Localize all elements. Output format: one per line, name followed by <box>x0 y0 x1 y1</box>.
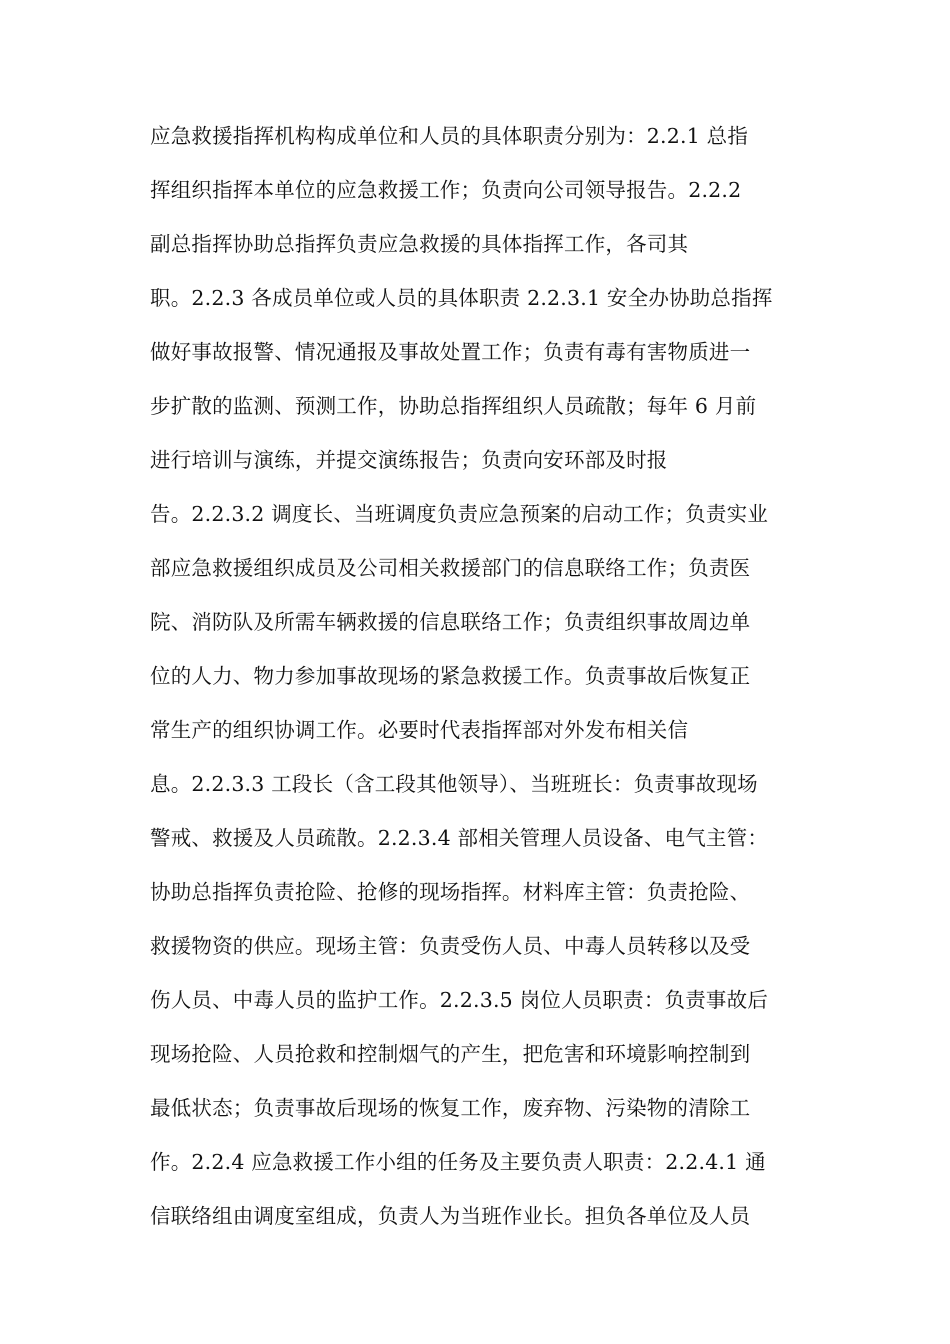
text-line-18: 现场抢险、人员抢救和控制烟气的产生，把危害和环境影响控制到 <box>150 1042 751 1066</box>
text-line-21: 信联络组由调度室组成，负责人为当班作业长。担负各单位及人员 <box>150 1204 751 1228</box>
text-line-7: 进行培训与演练，并提交演练报告；负责向安环部及时报 <box>150 448 668 472</box>
text-line-17: 伤人员、中毒人员的监护工作。2.2.3.5 岗位人员职责：负责事故后 <box>150 988 769 1012</box>
text-line-8: 告。2.2.3.2 调度长、当班调度负责应急预案的启动工作；负责实业 <box>150 502 769 526</box>
text-line-2: 挥组织指挥本单位的应急救援工作；负责向公司领导报告。2.2.2 <box>150 178 742 202</box>
text-line-15: 协助总指挥负责抢险、抢修的现场指挥。材料库主管：负责抢险、 <box>150 880 751 904</box>
text-line-16: 救援物资的供应。现场主管：负责受伤人员、中毒人员转移以及受 <box>150 934 751 958</box>
text-line-20: 作。2.2.4 应急救援工作小组的任务及主要负责人职责：2.2.4.1 通 <box>150 1150 766 1174</box>
text-line-3: 副总指挥协助总指挥负责应急救援的具体指挥工作，各司其 <box>150 232 689 256</box>
text-line-13: 息。2.2.3.3 工段长（含工段其他领导）、当班班长：负责事故现场 <box>150 772 758 796</box>
text-line-6: 步扩散的监测、预测工作，协助总指挥组织人员疏散；每年 6 月前 <box>150 394 757 418</box>
text-line-19: 最低状态；负责事故后现场的恢复工作，废弃物、污染物的清除工 <box>150 1096 751 1120</box>
body-text <box>150 118 810 1252</box>
text-line-5: 做好事故报警、情况通报及事故处置工作；负责有毒有害物质进一 <box>150 340 751 364</box>
text-line-11: 位的人力、物力参加事故现场的紧急救援工作。负责事故后恢复正 <box>150 664 751 688</box>
text-line-1: 应急救援指挥机构构成单位和人员的具体职责分别为：2.2.1 总指 <box>150 124 749 148</box>
text-line-4: 职。2.2.3 各成员单位或人员的具体职责 2.2.3.1 安全办协助总指挥 <box>150 286 773 310</box>
text-line-9: 部应急救援组织成员及公司相关救援部门的信息联络工作；负责医 <box>150 556 751 580</box>
text-line-14: 警戒、救援及人员疏散。2.2.3.4 部相关管理人员设备、电气主管： <box>150 826 769 850</box>
text-line-12: 常生产的组织协调工作。必要时代表指挥部对外发布相关信 <box>150 718 689 742</box>
text-line-10: 院、消防队及所需车辆救援的信息联络工作；负责组织事故周边单 <box>150 610 751 634</box>
